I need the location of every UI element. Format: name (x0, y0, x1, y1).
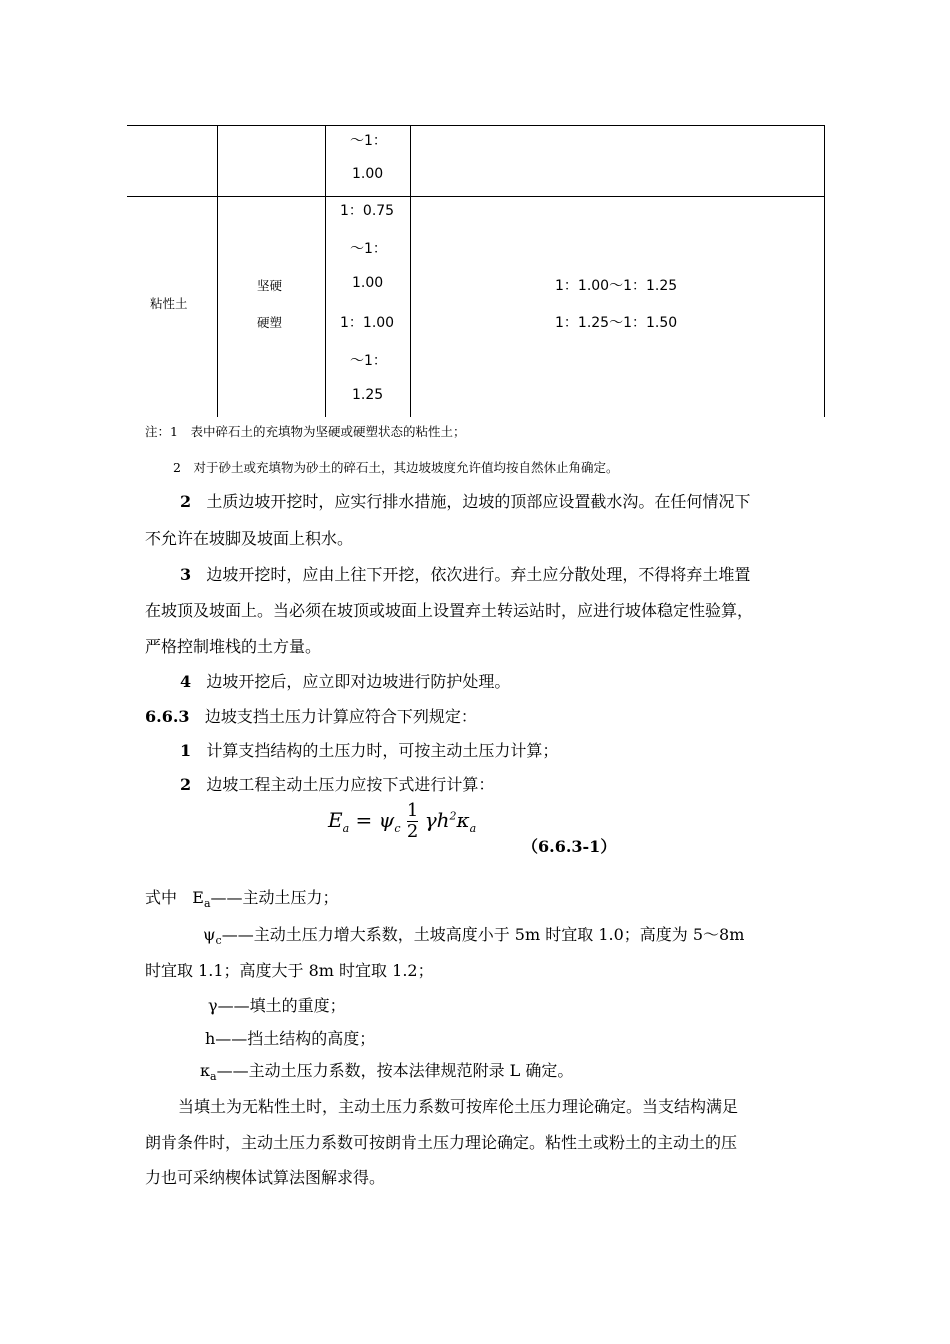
formula-psi-sub: c (394, 822, 401, 835)
definition-psi-symbol: ψ (203, 925, 216, 944)
section-item-2-number: 2 (180, 775, 192, 794)
formula-kappa: κ (456, 808, 470, 832)
table-row2-slope-line6: 1.25 (352, 387, 384, 403)
item-4-number: 4 (180, 672, 192, 691)
section-item-1-text: 计算支挡结构的土压力时，可按主动土压力计算； (206, 741, 559, 760)
table-row2-range-line1: 1：1.00～1：1.25 (555, 278, 678, 294)
table-note-2: 2 对于砂土或充填物为砂土的碎石土，其边坡坡度允许值均按自然休止角确定。 (173, 460, 619, 475)
item-2-number: 2 (180, 492, 192, 511)
item-4-line1 (180, 669, 510, 692)
table-row1-slope-line1: ～1： (350, 133, 387, 149)
table-row-divider (127, 196, 825, 197)
definition-psi (203, 922, 744, 947)
closing-line-1: 当填土为无粘性土时，主动土压力系数可按库伦土压力理论确定。当支结构满足 (178, 1097, 739, 1116)
table-top-border (127, 125, 825, 126)
definition-kappa-text: ——主动土压力系数，按本法律规范附录 L 确定。 (216, 1061, 574, 1080)
definition-ea-symbol: E (192, 888, 204, 907)
definition-kappa-symbol: κ (200, 1061, 210, 1080)
formula-gamma-h: γh (424, 808, 450, 832)
formula-frac-numerator: 1 (406, 800, 419, 821)
definition-ea (145, 885, 339, 910)
section-item-2 (180, 772, 494, 795)
formula-active-earth-pressure (328, 802, 476, 841)
formula-lhs: E (328, 808, 343, 832)
table-row1-slope-line2: 1.00 (352, 166, 384, 182)
table-right-border (824, 125, 825, 417)
section-item-1 (180, 738, 558, 761)
table-row2-slope-line3: 1.00 (352, 275, 384, 291)
table-row2-slope-line2: ～1： (350, 241, 387, 257)
closing-line-2: 朗肯条件时，主动土压力系数可按朗肯土压力理论确定。粘性土或粉土的主动土的压 (145, 1133, 738, 1152)
section-title: 边坡支挡土压力计算应符合下列规定： (204, 707, 477, 726)
table-row2-slope-line1: 1：0.75 (340, 203, 395, 219)
table-col-divider-3 (410, 125, 411, 417)
table-soil-type: 粘性土 (150, 296, 188, 311)
table-col-divider-1 (217, 125, 218, 417)
formula-kappa-sub: a (469, 822, 477, 835)
definition-ea-sub: a (203, 897, 211, 911)
item-2-line1 (180, 489, 750, 512)
formula-number: （6.6.3-1） (522, 837, 617, 856)
table-note-1: 注：1 表中碎石土的充填物为坚硬或硬塑状态的粘性土； (145, 424, 466, 439)
section-heading (145, 704, 477, 727)
formula-fraction (407, 802, 418, 841)
table-state-hard: 坚硬 (257, 278, 283, 293)
formula-sup: 2 (449, 809, 457, 823)
item-3-line2: 在坡顶及坡面上。当必须在坡顶或坡面上设置弃土转运站时，应进行坡体稳定性验算， (145, 601, 754, 620)
definition-kappa (200, 1058, 573, 1083)
item-3-number: 3 (180, 565, 192, 584)
definition-h: h——挡土结构的高度； (205, 1029, 376, 1048)
table-row2-slope-line5: ～1： (350, 353, 387, 369)
definition-kappa-sub: a (210, 1070, 217, 1084)
definition-psi-sub: c (215, 934, 222, 948)
table-col-divider-2 (325, 125, 326, 417)
definition-gamma: γ——填土的重度； (208, 996, 346, 1015)
formula-frac-denominator: 2 (406, 821, 419, 842)
item-3-text: 边坡开挖时，应由上往下开挖，依次进行。弃土应分散处理，不得将弃土堆置 (206, 565, 751, 584)
item-3-line1 (180, 562, 750, 585)
definition-psi-text: ——主动土压力增大系数，土坡高度小于 5m 时宜取 1.0；高度为 5～8m (221, 925, 745, 944)
item-3-line3: 严格控制堆栈的土方量。 (145, 637, 322, 656)
item-2-text: 土质边坡开挖时，应实行排水措施，边坡的顶部应设置截水沟。在任何情况下 (206, 492, 751, 511)
item-4-text: 边坡开挖后，应立即对边坡进行防护处理。 (206, 672, 511, 691)
table-row2-range-line2: 1：1.25～1：1.50 (555, 315, 678, 331)
definition-psi-continued: 时宜取 1.1；高度大于 8m 时宜取 1.2； (145, 961, 434, 980)
formula-lhs-sub: a (342, 822, 350, 835)
item-2-line2: 不允许在坡脚及坡面上积水。 (145, 529, 354, 548)
section-number: 6.6.3 (145, 707, 190, 726)
table-row2-slope-line4: 1：1.00 (340, 315, 395, 331)
table-state-stiff: 硬塑 (257, 315, 283, 330)
definitions-intro: 式中 (145, 888, 178, 907)
definition-ea-text: ——主动土压力； (210, 888, 339, 907)
closing-line-3: 力也可采纳楔体试算法图解求得。 (145, 1168, 386, 1187)
section-item-2-text: 边坡工程主动土压力应按下式进行计算： (206, 775, 495, 794)
section-item-1-number: 1 (180, 741, 192, 760)
formula-psi: = ψ (355, 808, 395, 832)
